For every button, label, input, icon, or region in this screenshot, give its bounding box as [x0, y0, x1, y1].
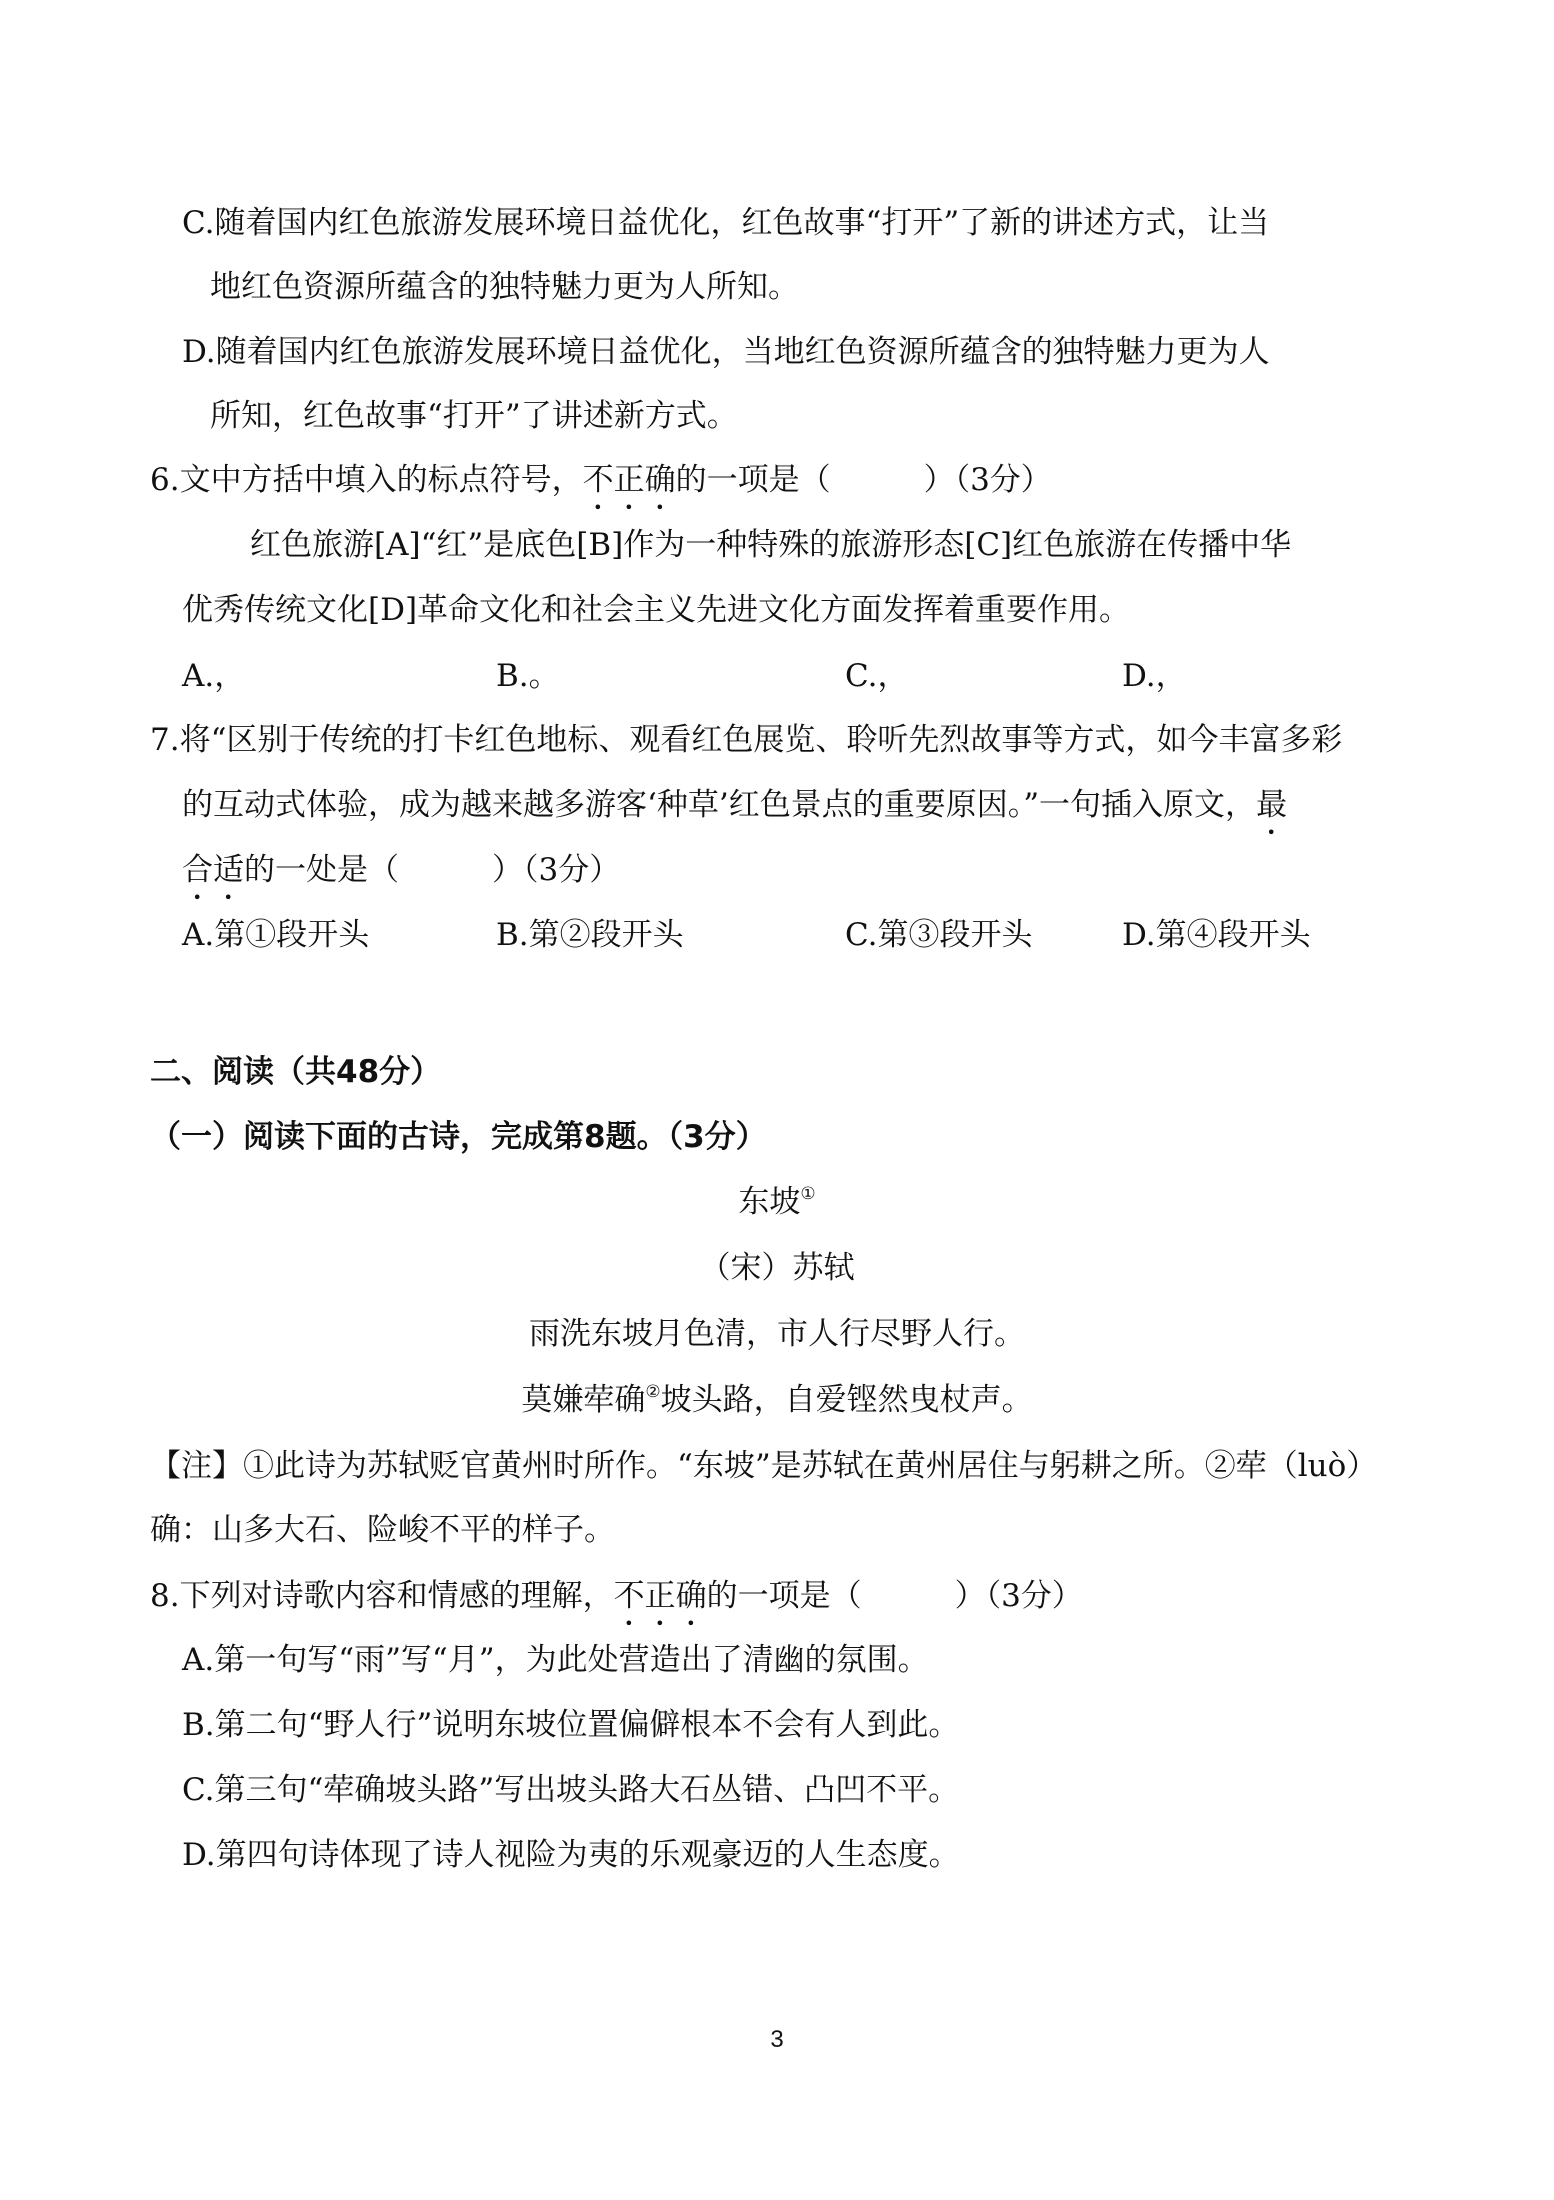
q7-stem-line3 [182, 850, 620, 907]
q8-option-b: B.第二句“野人行”说明东坡位置偏僻根本不会有人到此。 [182, 1707, 960, 1743]
poem-note-line2: 确：山多大石、险峻不平的样子。 [150, 1512, 615, 1548]
q8-option-a: A.第一句写“雨”写“月”，为此处营造出了清幽的氛围。 [182, 1642, 929, 1678]
poem-line-2-pre: 莫嫌荦确 [521, 1382, 646, 1418]
q8-stem-pre: 8.下列对诗歌内容和情感的理解， [150, 1578, 614, 1614]
poem-author: （宋）苏轼 [699, 1250, 855, 1286]
poem-line-2-post: 坡头路，自爱铿然曳杖声。 [660, 1382, 1033, 1418]
q6-stem [150, 460, 1052, 517]
q7-stem-line1: 7.将“区别于传统的打卡红色地标、观看红色展览、聆听先烈故事等方式，如今丰富多彩 [150, 722, 1343, 758]
q7-option-a: A.第①段开头 [182, 917, 370, 953]
poem-line-2 [0, 1380, 1554, 1420]
q7-option-d: D.第④段开头 [1122, 917, 1311, 953]
q7-stem-line3-text: 的一处是（ ）（3分） [244, 852, 621, 888]
poem-title-footnote-mark: ① [800, 1184, 816, 1204]
poem-line-2-footnote-mark: ② [645, 1382, 661, 1402]
q7-stem-emphasis-2: 合适 [182, 852, 244, 888]
q7-stem-line2-text: 的互动式体验，成为越来越多游客‘种草’红色景点的重要原因。”一句插入原文， [182, 787, 1257, 823]
q6-stem-pre: 6.文中方括中填入的标点符号， [150, 462, 583, 498]
q5-option-d-line1: D.随着国内红色旅游发展环境日益优化，当地红色资源所蕴含的独特魅力更为人 [182, 334, 1270, 370]
q7-option-b: B.第②段开头 [496, 917, 684, 953]
q6-option-d: D.， [1122, 658, 1187, 694]
q7-option-c: C.第③段开头 [845, 917, 1033, 953]
q8-stem-post: 的一项是（ ）（3分） [706, 1578, 1083, 1614]
poem-line-1: 雨洗东坡月色清，市人行尽野人行。 [529, 1316, 1025, 1352]
q6-option-a: A.， [182, 658, 246, 694]
q7-stem-emphasis-1: 最 [1256, 787, 1288, 823]
q6-passage-line1: 红色旅游[A]“红”是底色[B]作为一种特殊的旅游形态[C]红色旅游在传播中华 [250, 527, 1292, 563]
q6-option-b: B.。 [496, 658, 560, 694]
sub-section-heading: （一）阅读下面的古诗，完成第8题。（3分） [150, 1119, 767, 1155]
q5-option-d-line2: 所知，红色故事“打开”了讲述新方式。 [210, 398, 738, 434]
q6-stem-post: 的一项是（ ）（3分） [675, 462, 1052, 498]
q6-option-c: C.， [845, 658, 909, 694]
poem-note-line1: 【注】①此诗为苏轼贬官黄州时所作。“东坡”是苏轼在黄州居住与躬耕之所。②荦（luò） [150, 1448, 1378, 1484]
poem-title [0, 1182, 1554, 1222]
q6-passage-line2: 优秀传统文化[D]革命文化和社会主义先进文化方面发挥着重要作用。 [182, 592, 1131, 628]
section-heading: 二、阅读（共48分） [150, 1054, 442, 1090]
q5-option-c-line2: 地红色资源所蕴含的独特魅力更为人所知。 [210, 269, 799, 305]
q7-stem-line2 [182, 785, 1287, 842]
q5-option-c-line1: C.随着国内红色旅游发展环境日益优化，红色故事“打开”了新的讲述方式，让当 [182, 205, 1270, 241]
q8-option-d: D.第四句诗体现了诗人视险为夷的乐观豪迈的人生态度。 [182, 1837, 960, 1873]
q8-stem [150, 1576, 1083, 1633]
q8-stem-emphasis: 不正确 [613, 1578, 707, 1614]
q8-option-c: C.第三句“荦确坡头路”写出坡头路大石丛错、凸凹不平。 [182, 1772, 960, 1808]
q6-stem-emphasis: 不正确 [582, 462, 676, 498]
poem-title-text: 东坡 [738, 1184, 801, 1220]
page-number: 3 [770, 2026, 784, 2053]
